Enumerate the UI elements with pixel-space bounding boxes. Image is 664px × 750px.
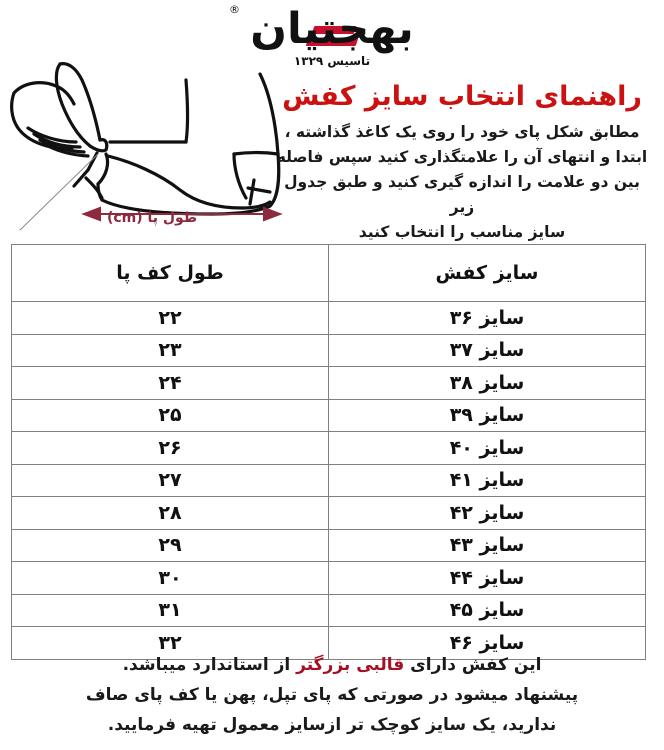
cell-foot-length: ۳۲ — [12, 627, 329, 660]
instructions-text — [268, 120, 656, 245]
table-row — [12, 399, 646, 432]
cell-foot-length: ۲۴ — [12, 367, 329, 400]
cell-shoe-size: سایز ۳۹ — [329, 399, 646, 432]
table-row — [12, 432, 646, 465]
table-row — [12, 334, 646, 367]
cell-shoe-size: سایز ۴۰ — [329, 432, 646, 465]
instruction-line-1: مطابق شکل پای خود را روی یک کاغذ گذاشته ، — [284, 123, 640, 141]
sizing-advice-note — [0, 650, 664, 740]
advice-line-1-after: از استاندارد میباشد. — [122, 655, 297, 675]
column-header-foot-length: طول کف پا — [12, 245, 329, 302]
foot-measurement-illustration — [2, 58, 302, 238]
registered-trademark-icon: ® — [229, 3, 240, 16]
cell-foot-length: ۳۱ — [12, 594, 329, 627]
brand-wordmark: بهجتیان — [250, 4, 414, 54]
guide-text-column — [268, 80, 656, 245]
cell-foot-length: ۲۹ — [12, 529, 329, 562]
cell-foot-length: ۲۸ — [12, 497, 329, 530]
table-row — [12, 529, 646, 562]
table-row — [12, 367, 646, 400]
column-header-shoe-size: سایز کفش — [329, 245, 646, 302]
table-row — [12, 302, 646, 335]
header-zone — [0, 0, 664, 240]
cell-foot-length: ۲۵ — [12, 399, 329, 432]
cell-foot-length: ۲۲ — [12, 302, 329, 335]
foot-length-measure-label: طول پا (cm) — [106, 210, 198, 226]
cell-foot-length: ۳۰ — [12, 562, 329, 595]
cell-foot-length: ۲۶ — [12, 432, 329, 465]
table-header-row — [12, 245, 646, 302]
cell-shoe-size: سایز ۴۶ — [329, 627, 646, 660]
cell-shoe-size: سایز ۴۲ — [329, 497, 646, 530]
cell-shoe-size: سایز ۴۱ — [329, 464, 646, 497]
cell-shoe-size: سایز ۳۶ — [329, 302, 646, 335]
advice-line-1 — [26, 650, 638, 680]
advice-line-1-before: این کفش دارای — [404, 655, 542, 675]
cell-foot-length: ۲۳ — [12, 334, 329, 367]
cell-foot-length: ۲۷ — [12, 464, 329, 497]
established-year: تاسیس ۱۳۲۹ — [293, 54, 371, 68]
size-chart-head — [12, 245, 646, 302]
cell-shoe-size: سایز ۳۸ — [329, 367, 646, 400]
advice-highlight-larger-fit: قالبی بزرگتر — [296, 655, 405, 675]
advice-line-2: پیشنهاد میشود در صورتی که پای تپل، پهن یا کف پای صاف — [85, 685, 579, 705]
table-row — [12, 497, 646, 530]
instruction-line-3: بین دو علامت را اندازه گیری کنید و طبق جدول زیر — [284, 173, 640, 216]
table-row — [12, 562, 646, 595]
size-chart-container — [18, 244, 646, 660]
page-title: راهنمای انتخاب سایز کفش — [282, 81, 642, 112]
cell-shoe-size: سایز ۴۳ — [329, 529, 646, 562]
instruction-line-4: سایز مناسب را انتخاب کنید — [358, 223, 566, 241]
instruction-line-2: ابتدا و انتهای آن را علامتگذاری کنید سپس فاصله — [276, 148, 648, 166]
size-chart-table — [11, 244, 646, 660]
size-chart-body — [12, 302, 646, 660]
table-row — [12, 594, 646, 627]
cell-shoe-size: سایز ۴۵ — [329, 594, 646, 627]
cell-shoe-size: سایز ۴۴ — [329, 562, 646, 595]
cell-shoe-size: سایز ۳۷ — [329, 334, 646, 367]
table-row — [12, 464, 646, 497]
advice-line-3: ندارید، یک سایز کوچک تر ازسایز معمول تهیه فرمایید. — [107, 715, 557, 735]
